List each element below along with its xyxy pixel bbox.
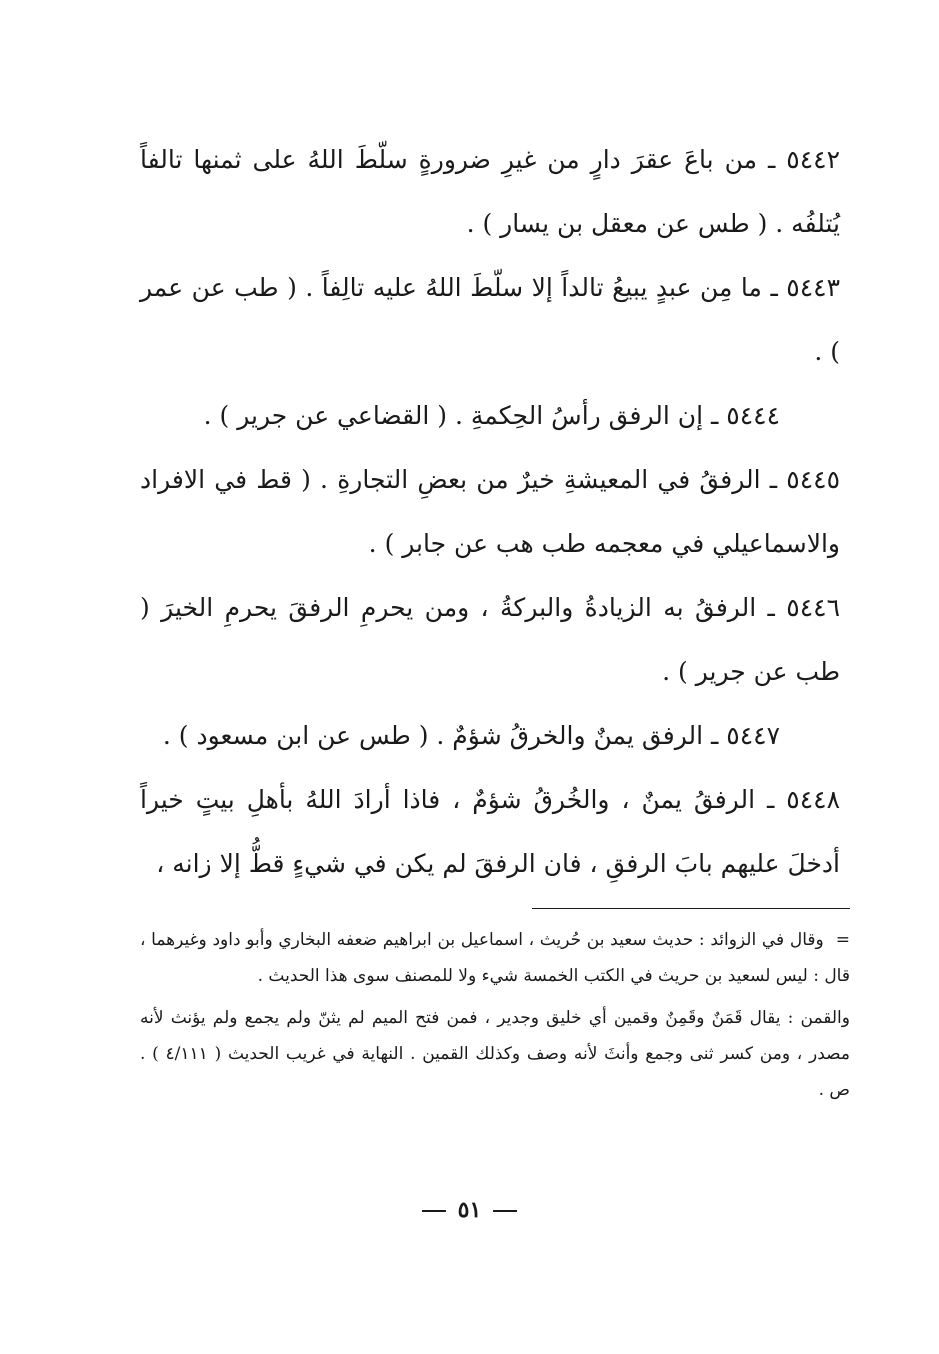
page-number-value: ٥١ xyxy=(457,1197,482,1223)
hadith-entry-5447: ٥٤٤٧ ـ الرفق يمنٌ والخرقُ شؤمٌ . ( طس عن ابن مسعود ) . xyxy=(162,721,780,750)
hadith-entry-5442: ٥٤٤٢ ـ من باعَ عقرَ دارٍ من غيرِ ضرورةٍ سلّطَ اللهُ على ثمنها تالفاً يُتلفُه . ( طس عن معقل بن يسار ) . xyxy=(140,145,840,238)
page-number-dash-right xyxy=(422,1210,446,1212)
hadith-entry-5443: ٥٤٤٣ ـ ما مِن عبدٍ يبيعُ تالداً إلا سلّطَ اللهُ عليه تالِفاً . ( طب عن عمر ) . xyxy=(140,273,840,366)
footnote-qamin xyxy=(140,1000,850,1108)
hadith-entry-5446: ٥٤٤٦ ـ الرفقُ به الزيادةُ والبركةُ ، ومن يحرمِ الرفقَ يحرمِ الخيرَ ( طب عن جرير ) . xyxy=(140,593,840,686)
footnote-text: والقمن : يقال قَمَنٌ وقَمِنٌ وقمين أي خليق وجدير ، فمن فتح الميم لم يثنّ ولم يجمع ولم يؤنث لأنه مصدر ، ومن كسر ثنى وجمع وأنثَ لأنه وصف وكذلك القمين . النهاية في غريب الحديث ( ٤/١١١ ) . ص . xyxy=(140,1008,850,1100)
hadith-entry-5448: ٥٤٤٨ ـ الرفقُ يمنٌ ، والخُرقُ شؤمٌ ، فاذا أرادَ اللهُ بأهلِ بيتٍ خيراً أدخلَ عليهم بابَ الرفقِ ، فان الرفقَ لم يكن في شيءٍ قطُّ إلا زانه ، xyxy=(140,785,840,878)
footnotes xyxy=(140,922,850,1114)
hadith-entries xyxy=(140,128,840,896)
page-number-dash-left xyxy=(493,1210,517,1212)
page-number xyxy=(0,1197,939,1223)
footnote-marker: = xyxy=(835,930,850,950)
footnote-continuation xyxy=(140,922,850,994)
footnote-text: وقال في الزوائد : حديث سعيد بن حُريث ، اسماعيل بن ابراهيم ضعفه البخاري وأبو داود وغيرهما ، قال : ليس لسعيد بن حريث في الكتب الخمسة شيء ولا للمصنف سوى هذا الحديث . xyxy=(140,930,850,986)
hadith-entry-5445: ٥٤٤٥ ـ الرفقُ في المعيشةِ خيرٌ من بعضِ التجارةِ . ( قط في الافراد والاسماعيلي في معجمه طب هب عن جابر ) . xyxy=(140,465,840,558)
hadith-entry-5444: ٥٤٤٤ ـ إن الرفق رأسُ الحِكمةِ . ( القضاعي عن جرير ) . xyxy=(203,401,780,430)
footnote-separator-rule xyxy=(532,908,850,909)
